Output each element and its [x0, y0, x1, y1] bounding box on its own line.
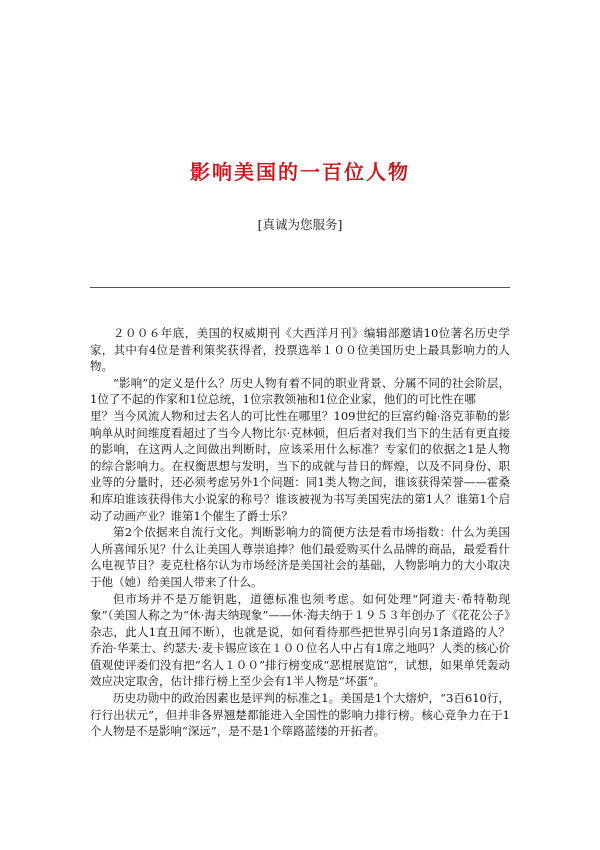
paragraph-criteria-one: 里？当今风流人物和过去名人的可比性在哪里？109世纪的巨富约翰·洛克菲勒的影响单从时间维度看超过了当今人物比尔·克林顿，但后者对我们当下的生活有更直接的影响，在这两人之间做出判断时，应该采用什么标准？专家们的依据之1是人物的综合影响力。在权衡思想与发明，当下的成就与昔日的辉煌，以及不同身份、职业等的分量时，还必须考虑另外1个问题：同1类人物之间，谁该获得荣誉——霍桑和库珀谁该获得伟大小说家的称号？谁该被视为书写美国宪法的第1人？谁第1个启动了动画产业？谁第1个催生了爵士乐？ [90, 408, 510, 523]
document-subtitle: [真诚为您服务] [257, 217, 343, 232]
divider-line [90, 287, 510, 288]
paragraph-intro: ２００６年底，美国的权威期刊《大西洋月刊》编辑部邀请10位著名历史学家，其中有4位是普利策奖获得者，投票选举１００位美国历史上最具影响力的人物。 [90, 326, 510, 374]
paragraph-definition: “影响”的定义是什么？历史人物有着不同的职业背景、分属不同的社会阶层，1位了不起的作家和1位总统，1位宗教领袖和1位企业家，他们的可比性在哪 [90, 375, 510, 407]
paragraph-morality: 但市场并不是万能钥匙，道德标准也须考虑。如何处理“阿道夫·希特勒现象”（美国人称之为“休·海夫纳现象”——休·海夫纳于１９５３年创办了《花花公子》杂志，此人1直丑闻不断），也就是说，如何看待那些把世界引向另1条道路的人？乔治·华莱士、约瑟夫·麦卡锡应该在１００位名人中占有1席之地吗？人类的核心价值观使评委们没有把“名人１００”排行榜变成“恶棍展览馆”，试想，如果单凭轰动效应决定取舍，估计排行榜上至少会有1半人物是“坏蛋”。 [90, 591, 510, 689]
document-body [90, 325, 510, 740]
paragraph-criteria-two: 第2个依据来自流行文化。判断影响力的简便方法是看市场指数：什么为美国人所喜闻乐见？什么让美国人尊崇追捧？他们最爱购买什么品牌的商品，最爱看什么电视节目？麦克杜格尔认为市场经济是美国社会的基础，人物影响力的大小取决于他（她）给美国人带来了什么。 [90, 525, 510, 589]
document-title: 影响美国的一百位人物 [190, 160, 410, 184]
paragraph-politics: 历史功勋中的政治因素也是评判的标准之1。美国是1个大熔炉，“3百610行，行行出状元”，但并非各界翘楚都能进入全国性的影响力排行榜。核心竞争力在于1个人物是不是影响“深远”，是不是1个筚路蓝缕的开拓者。 [90, 691, 510, 739]
